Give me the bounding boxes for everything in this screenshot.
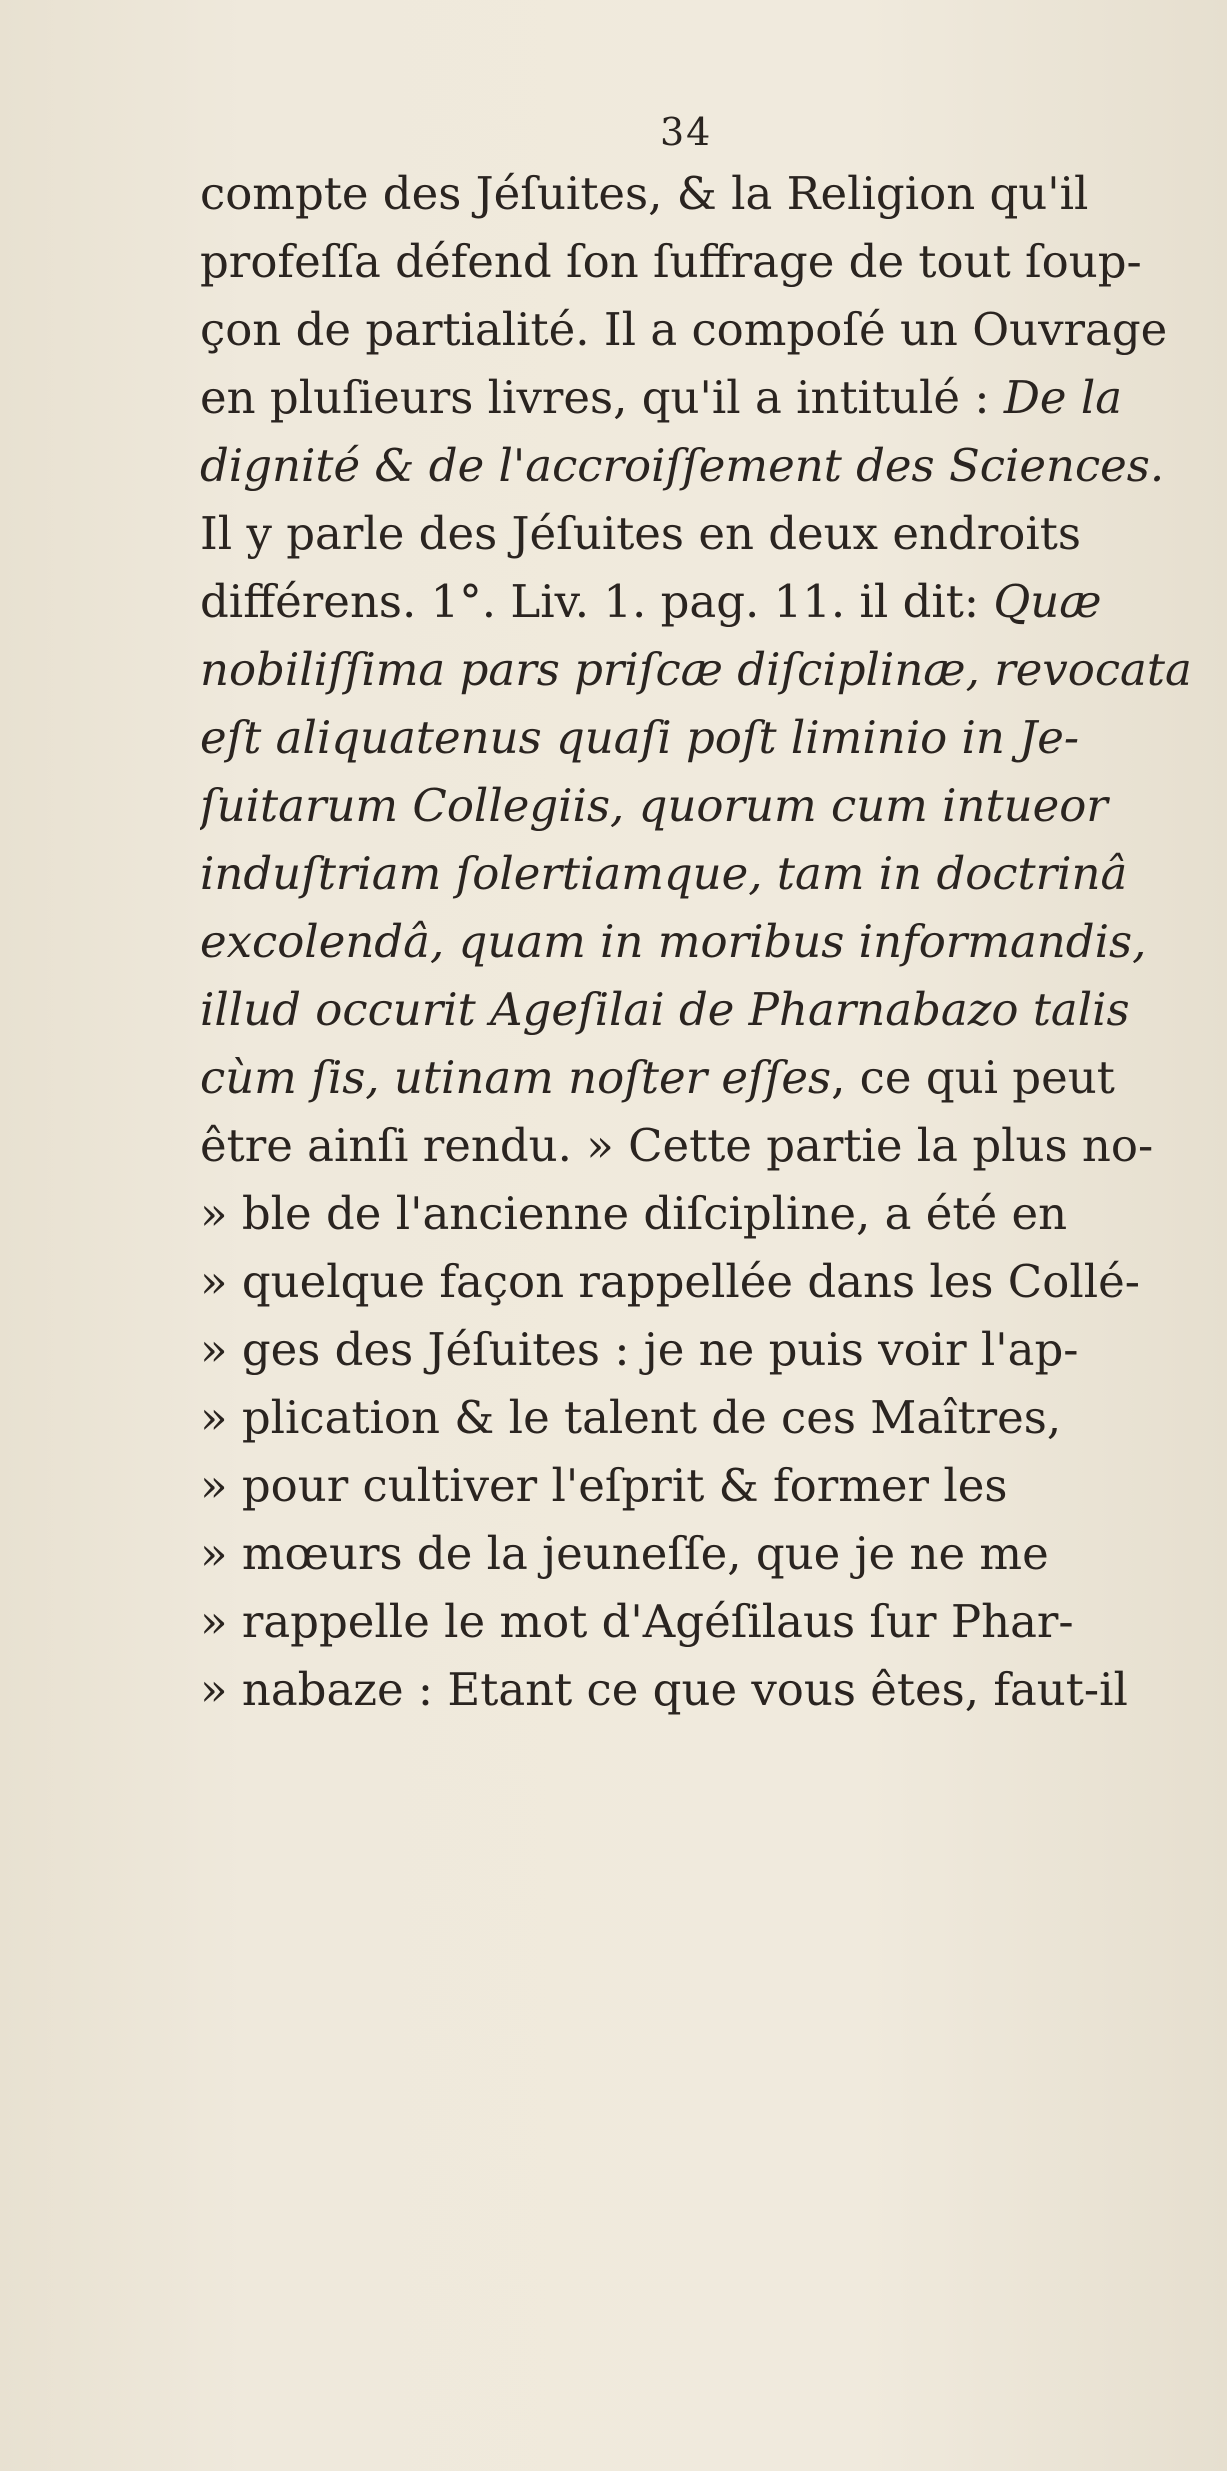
text-line (200, 432, 1200, 500)
roman-text: » ges des Jéſuites : je ne puis voir l'ap- (200, 1323, 1079, 1376)
italic-text: ſuitarum Collegiis, quorum cum intueor (200, 779, 1108, 832)
text-line (200, 228, 1200, 296)
roman-text: profeſſa défend ſon ſuffrage de tout ſoup- (200, 235, 1142, 288)
text-line (200, 160, 1200, 228)
roman-text: çon de partialité. Il a compoſé un Ouvrage (200, 303, 1168, 356)
text-line (200, 908, 1200, 976)
text-line (200, 1656, 1200, 1724)
roman-text: » ble de l'ancienne diſcipline, a été en (200, 1187, 1068, 1240)
roman-text: différens. 1°. Liv. 1. pag. 11. il dit: (200, 575, 994, 628)
text-line (200, 1588, 1200, 1656)
text-line (200, 364, 1200, 432)
text-line (200, 772, 1200, 840)
text-line (200, 568, 1200, 636)
roman-text: en pluſieurs livres, qu'il a intitulé : (200, 371, 1004, 424)
roman-text: » pour cultiver l'eſprit & former les (200, 1459, 1008, 1512)
italic-text: cùm ſis, utinam noſter eſſes (200, 1051, 832, 1104)
italic-text: dignité & de l'accroiſſement des Sciences. (200, 439, 1165, 492)
roman-text: » nabaze : Etant ce que vous êtes, faut-il (200, 1663, 1128, 1716)
text-line (200, 1384, 1200, 1452)
italic-text: induſtriam ſolertiamque, tam in doctrinâ (200, 847, 1128, 900)
text-line (200, 1044, 1200, 1112)
italic-text: illud occurit Ageſilai de Pharnabazo talis (200, 983, 1130, 1036)
italic-text: Quæ (993, 575, 1102, 628)
italic-text: eſt aliquatenus quaſi poſt liminio in Je- (200, 711, 1080, 764)
italic-text: nobiliſſima pars priſcæ diſciplinæ, revocata (200, 643, 1192, 696)
text-line (200, 1180, 1200, 1248)
roman-text: Il y parle des Jéſuites en deux endroits (200, 507, 1081, 560)
body-text (200, 160, 1200, 1724)
roman-text: » quelque façon rappellée dans les Collé- (200, 1255, 1140, 1308)
roman-text: être ainſi rendu. » Cette partie la plus no- (200, 1119, 1154, 1172)
text-line (200, 500, 1200, 568)
text-line (200, 1112, 1200, 1180)
text-line (200, 976, 1200, 1044)
text-line (200, 1316, 1200, 1384)
page-number: 34 (660, 110, 713, 154)
roman-text: , ce qui peut (831, 1051, 1115, 1104)
text-line (200, 296, 1200, 364)
roman-text: » plication & le talent de ces Maîtres, (200, 1391, 1062, 1444)
text-line (200, 704, 1200, 772)
text-line (200, 1248, 1200, 1316)
text-line (200, 1452, 1200, 1520)
roman-text: » rappelle le mot d'Agéſilaus ſur Phar- (200, 1595, 1074, 1648)
roman-text: compte des Jéſuites, & la Religion qu'il (200, 167, 1089, 220)
text-line (200, 840, 1200, 908)
italic-text: De la (1003, 371, 1123, 424)
text-line (200, 1520, 1200, 1588)
italic-text: excolendâ, quam in moribus informandis, (200, 915, 1147, 968)
text-line (200, 636, 1200, 704)
roman-text: » mœurs de la jeuneſſe, que je ne me (200, 1527, 1049, 1580)
